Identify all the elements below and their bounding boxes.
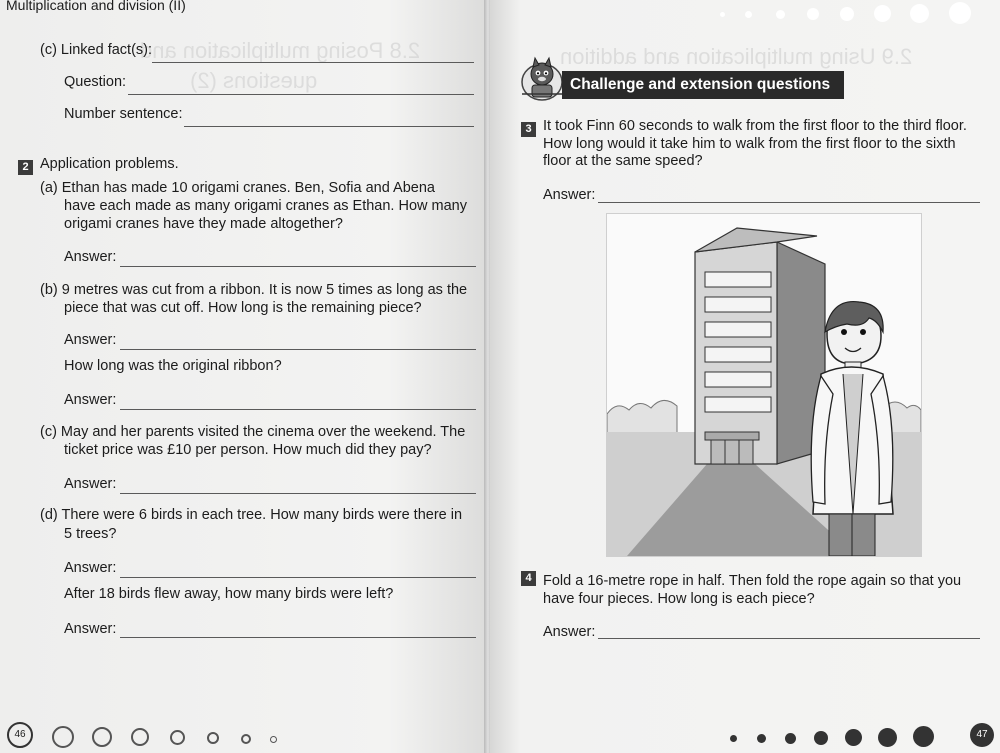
decorative-dot: [910, 4, 929, 23]
decorative-ring: [270, 736, 277, 743]
question-b-followup: How long was the original ribbon?: [64, 358, 282, 374]
answer-4-line[interactable]: [598, 638, 980, 639]
show-through-text: 2.9 Using multiplication and addition: [560, 44, 913, 69]
question-a-line-3: origami cranes have they made altogether?: [64, 216, 343, 232]
decorative-dot: [874, 5, 891, 22]
question-3-line-1: It took Finn 60 seconds to walk from the first floor to the third floor.: [543, 118, 967, 134]
decorative-dot: [757, 734, 766, 743]
page-number-circle: [970, 723, 994, 747]
cat-mascot-icon: [518, 52, 566, 104]
decorative-ring: [131, 728, 149, 746]
question-4-line-2: have four pieces. How long is each piece?: [543, 591, 815, 607]
decorative-dot: [720, 12, 725, 17]
decorative-dot: [730, 735, 737, 742]
answer-d2-label: Answer:: [64, 621, 117, 637]
question-4-line-1: Fold a 16-metre rope in half. Then fold the rope again so that you: [543, 573, 962, 589]
answer-3-label: Answer:: [543, 187, 596, 203]
challenge-banner: Challenge and extension questions: [562, 71, 844, 99]
answer-d2-line[interactable]: [120, 637, 476, 638]
question-line[interactable]: [128, 94, 474, 95]
question-4-badge: 4: [521, 571, 536, 586]
page-number-circle: [7, 722, 33, 748]
question-d-followup: After 18 birds flew away, how many birds were left?: [64, 586, 394, 602]
question-3-badge: 3: [521, 122, 536, 137]
question-3-line-3: floor at the same speed?: [543, 153, 703, 169]
question-c-line-1: (c) May and her parents visited the cinema over the weekend. The: [40, 424, 466, 440]
answer-a-label: Answer:: [64, 249, 117, 265]
question-d-line-1: (d) There were 6 birds in each tree. How many birds were there in: [40, 507, 463, 523]
page-header: Multiplication and division (II): [6, 0, 186, 13]
linked-facts-label: (c) Linked fact(s):: [40, 42, 152, 58]
question-c-line-2: ticket price was £10 per person. How much did they pay?: [64, 442, 432, 458]
answer-3-line[interactable]: [598, 202, 980, 203]
decorative-dot: [845, 729, 862, 746]
number-sentence-label: Number sentence:: [64, 106, 183, 122]
question-a-line-1: (a) Ethan has made 10 origami cranes. Ben, Sofia and Abena: [40, 180, 435, 196]
decorative-ring: [207, 732, 219, 744]
show-through-text: 2.8 Posing multiplication and: [140, 38, 421, 63]
decorative-ring: [52, 726, 74, 748]
question-3-line-2: How long would it take him to walk from the first floor to the sixth: [543, 136, 956, 152]
decorative-dot: [878, 728, 897, 747]
decorative-dot: [745, 11, 752, 18]
answer-b2-label: Answer:: [64, 392, 117, 408]
question-d-line-2: 5 trees?: [64, 526, 117, 542]
answer-b2-line[interactable]: [120, 409, 476, 410]
answer-a-line[interactable]: [120, 266, 476, 267]
page-number: 47: [976, 729, 988, 740]
decorative-dot: [913, 726, 934, 747]
section-number-badge: 2: [18, 160, 33, 175]
boy-and-building-illustration: [606, 213, 922, 557]
question-a-line-2: have each made as many origami cranes as Ethan. How many: [64, 198, 467, 214]
answer-c-line[interactable]: [120, 493, 476, 494]
question-b-line-1: (b) 9 metres was cut from a ribbon. It is now 5 times as long as the: [40, 282, 468, 298]
decorative-dot: [776, 10, 785, 19]
question-label: Question:: [64, 74, 127, 90]
answer-c-label: Answer:: [64, 476, 117, 492]
answer-d-line[interactable]: [120, 577, 476, 578]
answer-b-line[interactable]: [120, 349, 476, 350]
show-through-text: questions (2): [190, 68, 318, 93]
number-sentence-line[interactable]: [184, 126, 474, 127]
linked-facts-line[interactable]: [152, 62, 474, 63]
answer-d-label: Answer:: [64, 560, 117, 576]
page-number: 46: [14, 729, 26, 740]
answer-4-label: Answer:: [543, 624, 596, 640]
decorative-dot: [814, 731, 828, 745]
decorative-ring: [92, 727, 112, 747]
decorative-dot: [949, 2, 971, 24]
decorative-dot: [840, 7, 854, 21]
question-b-line-2: piece that was cut off. How long is the remaining piece?: [64, 300, 422, 316]
decorative-dot: [785, 733, 796, 744]
decorative-dot: [807, 8, 819, 20]
section-title: Application problems.: [40, 156, 179, 172]
decorative-ring: [241, 734, 251, 744]
answer-b-label: Answer:: [64, 332, 117, 348]
decorative-ring: [170, 730, 185, 745]
